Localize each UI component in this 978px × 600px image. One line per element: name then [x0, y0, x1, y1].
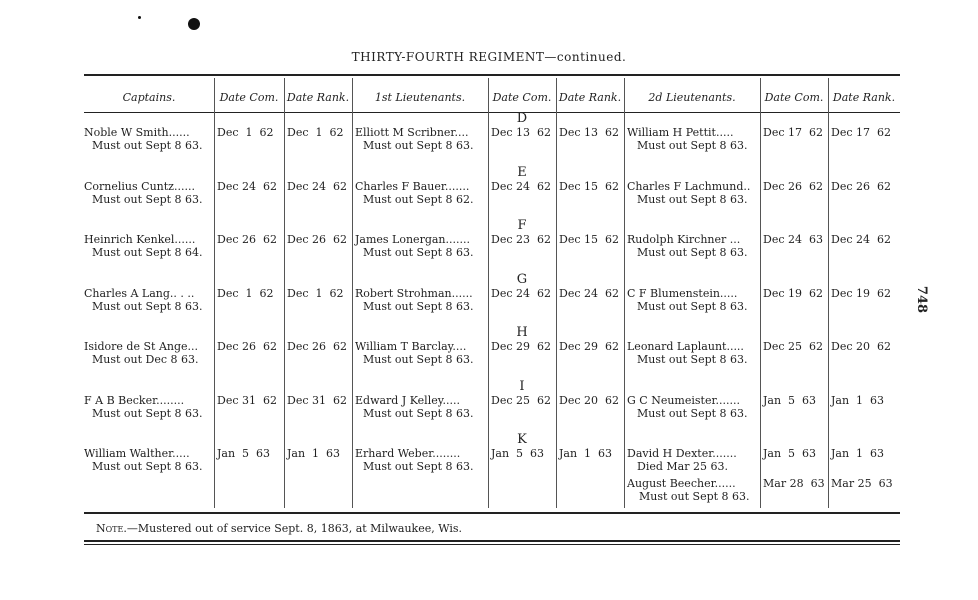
2d-lieutenant-date-rank: Dec 20 62	[831, 340, 891, 353]
1st-lieutenant-date-com: Dec 23 62	[491, 233, 551, 246]
captain-name: Cornelius Cuntz......	[84, 179, 195, 193]
company-letter: E	[517, 164, 527, 180]
2d-lieutenant-date-rank: Dec 24 62	[831, 233, 891, 246]
col-divider	[624, 78, 625, 508]
captain-date-com: Dec 26 62	[217, 233, 277, 246]
header-date-com: Date Com.	[764, 91, 824, 104]
1st-lieutenant-name: Elliott M Scribner....	[355, 126, 469, 139]
1st-lieutenant-note: Must out Sept 8 63.	[363, 299, 474, 313]
bottom-rule	[84, 512, 900, 514]
2d-lieutenant-note: Must out Sept 8 63.	[637, 406, 748, 420]
2d-lieutenant-note: Must out Sept 8 63.	[637, 192, 748, 206]
1st-lieutenant-date-rank: Dec 20 62	[559, 393, 619, 407]
1st-lieutenant-date-com: Dec 29 62	[491, 340, 551, 353]
page-title: THIRTY-FOURTH REGIMENT—continued.	[351, 50, 627, 64]
footnote-label: Note.	[96, 522, 127, 535]
1st-lieutenant-note: Must out Sept 8 62.	[363, 192, 474, 206]
captain-date-rank: Dec 24 62	[287, 179, 347, 193]
company-letter: D	[516, 111, 528, 126]
captain-date-com: Dec 31 62	[217, 393, 277, 407]
footnote	[96, 522, 462, 535]
header-date-rank: Date Rank.	[558, 91, 622, 104]
col-divider	[214, 78, 215, 508]
2d-lieutenant-date-com: Dec 17 62	[763, 126, 823, 139]
2d-lieutenant-note: Must out Sept 8 63.	[637, 139, 748, 152]
captain-date-rank: Dec 26 62	[287, 233, 347, 246]
1st-lieutenant-name: Erhard Weber........	[355, 447, 461, 460]
company-letter: K	[517, 432, 527, 447]
2d-lieutenant-date-com: Jan 5 63	[763, 393, 817, 407]
captain-note: Must out Sept 8 63.	[92, 460, 203, 473]
captain-date-rank: Dec 26 62	[287, 340, 347, 353]
1st-lieutenant-name: Robert Strohman......	[355, 286, 473, 300]
footer-rule-top	[84, 540, 900, 542]
captain-note: Must out Sept 8 63.	[92, 192, 203, 206]
top-rule	[84, 74, 900, 76]
captain-name: Isidore de St Ange...	[84, 340, 199, 353]
captain-date-rank: Dec 1 62	[287, 126, 344, 139]
captain-date-rank: Dec 31 62	[287, 393, 347, 407]
company-letter: I	[519, 378, 525, 394]
header-date-com: Date Com.	[219, 91, 279, 104]
col-divider	[828, 78, 829, 508]
2d-lieutenant-name: Charles F Lachmund..	[627, 179, 751, 193]
extra-2d-lieutenant-name: August Beecher......	[627, 477, 736, 490]
footnote-text: —Mustered out of service Sept. 8, 1863, at Milwaukee, Wis.	[126, 522, 462, 535]
captain-date-com: Dec 26 62	[217, 340, 277, 353]
company-letter: H	[516, 325, 528, 340]
header-date-com: Date Com.	[492, 91, 552, 104]
captain-date-com: Dec 1 62	[217, 286, 274, 300]
2d-lieutenant-note: Must out Sept 8 63.	[637, 246, 748, 259]
2d-lieutenant-note: Died Mar 25 63.	[637, 460, 728, 473]
company-letter: F	[517, 218, 527, 233]
1st-lieutenant-note: Must out Sept 8 63.	[363, 353, 474, 366]
2d-lieutenant-date-com: Dec 24 63	[763, 233, 823, 246]
1st-lieutenant-date-rank: Dec 13 62	[559, 126, 619, 139]
1st-lieutenant-date-com: Dec 24 62	[491, 286, 551, 300]
captain-name: Noble W Smith......	[84, 126, 190, 139]
2d-lieutenant-date-com: Dec 26 62	[763, 179, 823, 193]
extra-2d-lieutenant-date-com: Mar 28 63	[763, 477, 825, 490]
1st-lieutenant-note: Must out Sept 8 63.	[363, 460, 474, 473]
2d-lieutenant-note: Must out Sept 8 63.	[637, 353, 748, 366]
1st-lieutenant-note: Must out Sept 8 63.	[363, 139, 474, 152]
2d-lieutenant-name: C F Blumenstein.....	[627, 286, 738, 300]
company-letter: G	[516, 271, 528, 287]
header-1st-lieutenants: 1st Lieutenants.	[374, 91, 466, 104]
1st-lieutenant-date-rank: Dec 29 62	[559, 340, 619, 353]
1st-lieutenant-date-rank: Dec 24 62	[559, 286, 619, 300]
col-divider	[284, 78, 285, 508]
1st-lieutenant-note: Must out Sept 8 63.	[363, 246, 474, 259]
header-date-rank: Date Rank.	[286, 91, 350, 104]
captain-note: Must out Sept 8 63.	[92, 139, 203, 152]
1st-lieutenant-name: Charles F Bauer.......	[355, 179, 470, 193]
extra-2d-lieutenant-note: Must out Sept 8 63.	[639, 490, 750, 503]
col-divider	[556, 78, 557, 508]
2d-lieutenant-name: David H Dexter.......	[627, 447, 737, 460]
captain-date-com: Dec 24 62	[217, 179, 277, 193]
captain-date-com: Jan 5 63	[217, 447, 271, 460]
captain-name: Heinrich Kenkel......	[84, 233, 196, 246]
footer-rule-bottom	[84, 544, 900, 545]
ink-speck	[138, 16, 141, 19]
col-divider	[488, 78, 489, 508]
2d-lieutenant-name: William H Pettit.....	[627, 126, 734, 139]
captain-note: Must out Sept 8 63.	[92, 406, 203, 420]
1st-lieutenant-date-com: Jan 5 63	[491, 447, 545, 460]
captain-date-com: Dec 1 62	[217, 126, 274, 139]
header-captains: Captains.	[122, 91, 176, 104]
2d-lieutenant-date-com: Jan 5 63	[763, 447, 817, 460]
2d-lieutenant-date-rank: Dec 19 62	[831, 286, 891, 300]
captain-note: Must out Dec 8 63.	[92, 353, 199, 366]
2d-lieutenant-date-com: Dec 25 62	[763, 340, 823, 353]
captain-name: Charles A Lang.. . ..	[84, 286, 195, 300]
extra-2d-lieutenant-date-rank: Mar 25 63	[831, 477, 893, 490]
col-divider	[760, 78, 761, 508]
ink-blot	[188, 18, 200, 30]
2d-lieutenant-date-com: Dec 19 62	[763, 286, 823, 300]
header-rule	[84, 112, 900, 113]
captain-name: F A B Becker........	[84, 393, 185, 407]
1st-lieutenant-date-com: Dec 13 62	[491, 126, 551, 139]
header-date-rank: Date Rank.	[832, 91, 896, 104]
captain-note: Must out Sept 8 64.	[92, 246, 203, 259]
captain-date-rank: Jan 1 63	[287, 447, 341, 460]
2d-lieutenant-name: Rudolph Kirchner ...	[627, 233, 741, 246]
2d-lieutenant-note: Must out Sept 8 63.	[637, 299, 748, 313]
captain-note: Must out Sept 8 63.	[92, 299, 203, 313]
2d-lieutenant-name: G C Neumeister.......	[627, 393, 740, 407]
page-number: 748	[914, 285, 930, 314]
header-2d-lieutenants: 2d Lieutenants.	[648, 91, 736, 104]
1st-lieutenant-name: William T Barclay....	[355, 340, 467, 353]
1st-lieutenant-date-rank: Jan 1 63	[559, 447, 613, 460]
1st-lieutenant-name: Edward J Kelley.....	[355, 393, 460, 407]
1st-lieutenant-date-com: Dec 24 62	[491, 179, 551, 193]
2d-lieutenant-date-rank: Jan 1 63	[831, 393, 885, 407]
1st-lieutenant-note: Must out Sept 8 63.	[363, 406, 474, 420]
2d-lieutenant-date-rank: Dec 26 62	[831, 179, 891, 193]
col-divider	[352, 78, 353, 508]
1st-lieutenant-date-rank: Dec 15 62	[559, 233, 619, 246]
1st-lieutenant-date-com: Dec 25 62	[491, 393, 551, 407]
1st-lieutenant-name: James Lonergan.......	[355, 233, 470, 246]
1st-lieutenant-date-rank: Dec 15 62	[559, 179, 619, 193]
captain-name: William Walther.....	[84, 447, 190, 460]
2d-lieutenant-date-rank: Dec 17 62	[831, 126, 891, 139]
2d-lieutenant-name: Leonard Laplaunt.....	[627, 340, 744, 353]
2d-lieutenant-date-rank: Jan 1 63	[831, 447, 885, 460]
captain-date-rank: Dec 1 62	[287, 286, 344, 300]
